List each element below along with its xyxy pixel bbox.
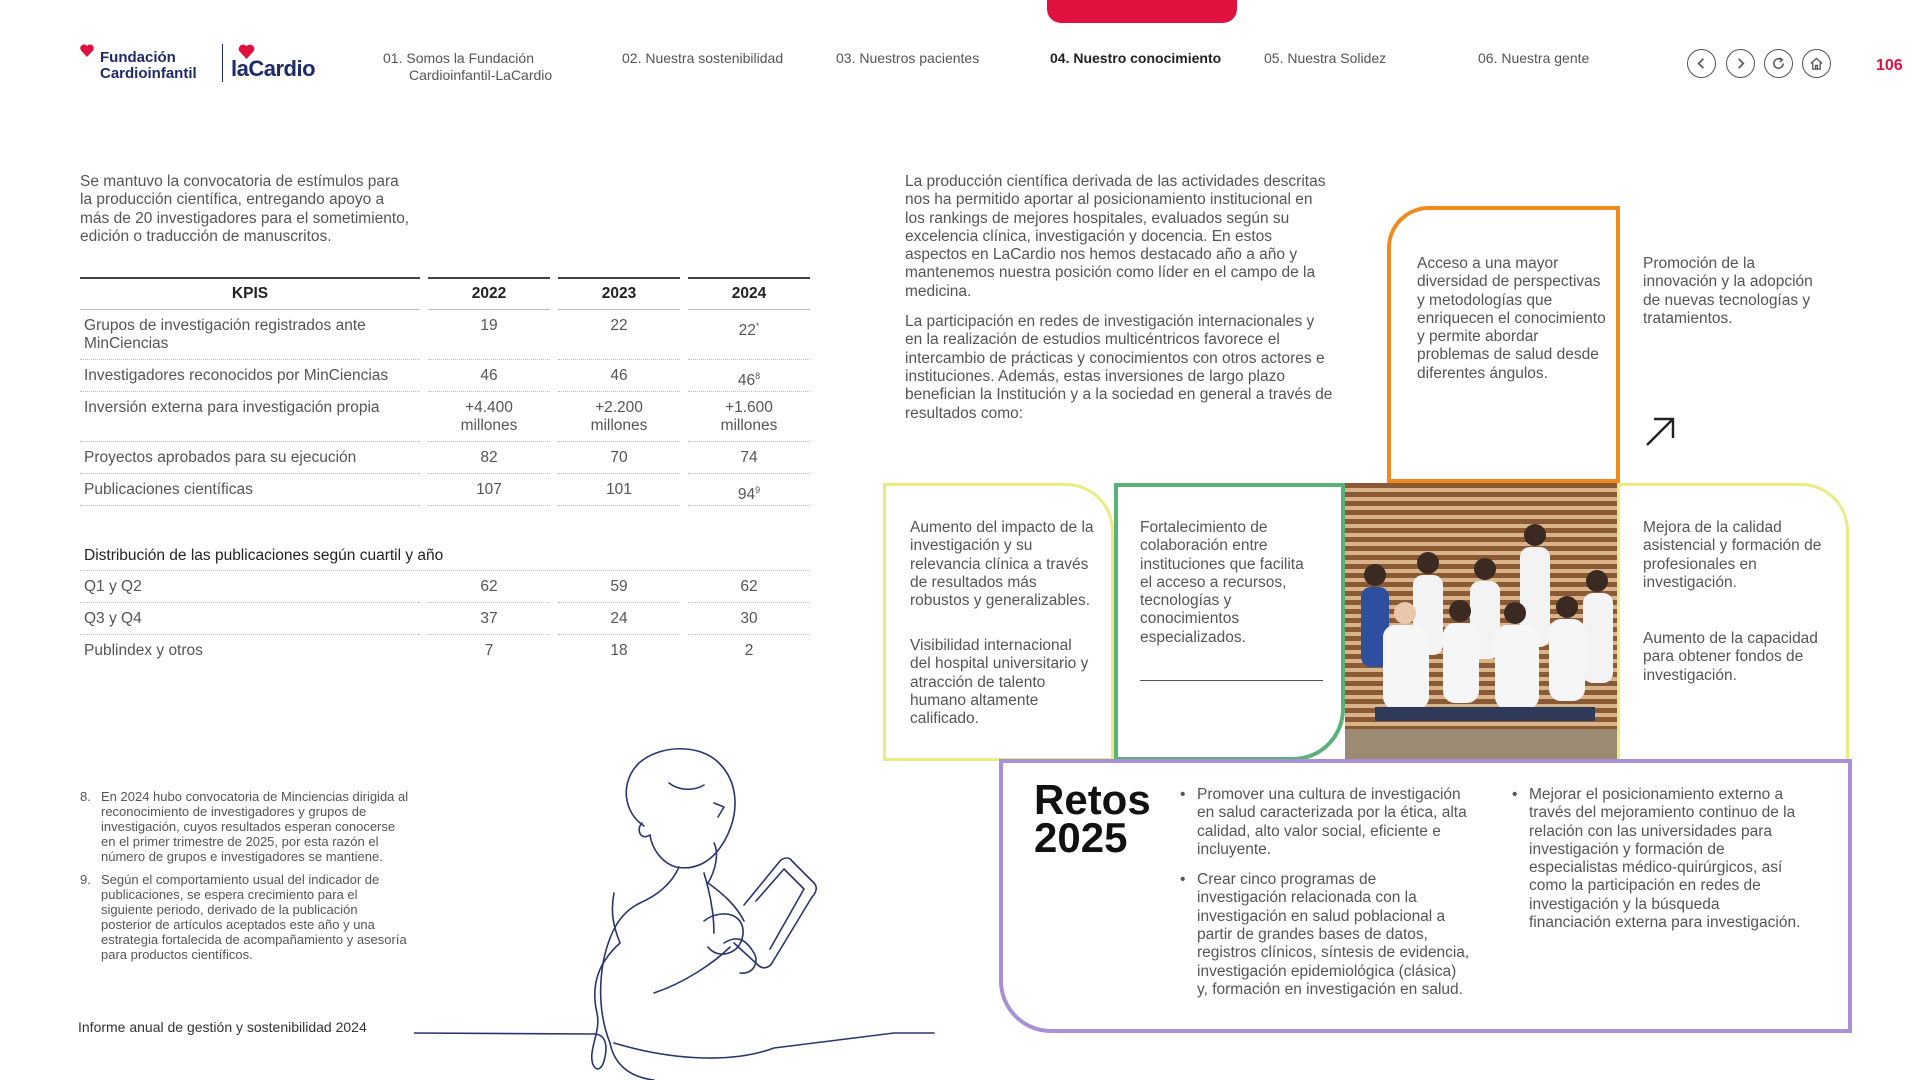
table-row — [80, 635, 810, 667]
row-label: Inversión externa para investigación propia — [80, 392, 420, 442]
list-item: • Crear cinco programas de investigación relacionada con la investigación en salud poblacional a partir de grandes bases de datos, registros clínicos, síntesis de evidencia, investigación epidemiológica (clásica) y, formación en investigación en salud. — [1180, 871, 1470, 999]
refresh-icon — [1771, 56, 1786, 71]
cell-value: 46 — [737, 372, 756, 390]
cell-2023: 70 — [558, 442, 680, 474]
orange-box-text: Acceso a una mayor diversidad de perspectivas y metodologías que enriquecen el conocimiento y permite abordar problemas de salud desde diferentes ángulos. — [1417, 255, 1606, 382]
nav-label-line2: Cardioinfantil-LaCardio — [409, 67, 553, 83]
table-row — [80, 392, 810, 442]
cell-2023: 46 — [558, 360, 680, 392]
report-footer: Informe anual de gestión y sostenibilidad 2024 — [78, 1019, 367, 1035]
cell-2023: 59 — [558, 571, 680, 603]
cell-2022: +4.400 millones — [428, 392, 550, 442]
team-photo — [1345, 483, 1617, 759]
nav-number: 06. — [1478, 50, 1498, 66]
retos-title — [1034, 776, 1151, 861]
cell-value: 22 — [738, 322, 756, 340]
logo-divider — [222, 44, 223, 82]
cell-2024: 22* — [688, 310, 810, 360]
header-2022: 2022 — [428, 277, 550, 310]
divider-line — [1140, 680, 1323, 681]
chevron-left-icon — [1694, 56, 1709, 71]
retos-list-2 — [1512, 786, 1802, 944]
team-figures — [1345, 483, 1617, 759]
cell-2022: 107 — [428, 474, 550, 506]
cell-2022: 19 — [428, 310, 550, 360]
cell-2023: +2.200 millones — [558, 392, 680, 442]
page-number: 106 — [1876, 57, 1903, 74]
table-row — [80, 360, 810, 392]
nav-number: 01. — [383, 50, 403, 66]
footnote-text: En 2024 hubo convocatoria de Minciencias dirigida al reconocimiento de investigadores y grupos de investigación, cuyos resultados esperan conocerse en el primer trimestre de 2025, por esta razón el número de grupos e investigadores se mantiene. — [101, 789, 409, 864]
retos-list-1 — [1180, 786, 1470, 1011]
list-item: • Promover una cultura de investigación en salud caracterizada por la ética, alta calidad, alto valor social, eficiente e incluyente. — [1180, 786, 1470, 859]
table-row — [80, 310, 810, 360]
table-row — [80, 474, 810, 506]
row-label: Proyectos aprobados para su ejecución — [80, 442, 420, 474]
cell-2024 — [688, 474, 810, 506]
cell-2024: 2 — [744, 642, 754, 659]
footnote-ref: 9 — [755, 485, 761, 495]
cell-value: 94 — [737, 486, 756, 504]
retos-title-line2: 2025 — [1034, 814, 1128, 861]
footnotes — [80, 789, 410, 970]
cell-2023: 24 — [558, 603, 680, 635]
footnote-8 — [80, 789, 410, 864]
nav-label: Nuestro conocimiento — [1073, 50, 1222, 66]
cell-2023: 101 — [558, 474, 680, 506]
logo-lacardio: laCardio — [231, 56, 316, 81]
nav-number: 04. — [1050, 50, 1070, 66]
retos-title-line1: Retos — [1034, 776, 1151, 823]
kpi-table — [80, 277, 810, 667]
intro-paragraph-1: La producción científica derivada de las actividades descritas nos ha permitido aportar al posicionamiento institucional en los rankings de mejores hospitales, evaluados según su excelencia clínica, investigación y docencia. En estos aspectos en LaCardio nos hemos destacado año a año y mantenemos nuestra posición como líder en el campo de la medicina. — [905, 173, 1326, 300]
header-2023: 2023 — [558, 277, 680, 310]
row-label: Publindex y otros — [84, 642, 203, 659]
cell-2022: 37 — [428, 603, 550, 635]
table-subheader-row — [80, 535, 810, 571]
nav-item-02[interactable] — [622, 50, 783, 67]
row-label: Investigadores reconocidos por MinCiencias — [80, 360, 420, 392]
cell-2022: 82 — [428, 442, 550, 474]
nav-number: 03. — [836, 50, 856, 66]
yellow-right-text-2: Aumento de la capacidad para obtener fondos de investigación. — [1643, 630, 1818, 684]
nav-item-01[interactable] — [383, 50, 552, 84]
prev-page-button[interactable] — [1687, 49, 1716, 78]
next-page-button[interactable] — [1726, 49, 1755, 78]
row-label: Publicaciones científicas — [80, 474, 420, 506]
header-kpis: KPIS — [80, 277, 420, 310]
row-label: Q1 y Q2 — [80, 571, 420, 603]
cell-2023: 18 — [610, 642, 628, 659]
cell-2022: 46 — [428, 360, 550, 392]
logo-fundacion: Fundación Cardioinfantil — [100, 49, 197, 82]
intro-paragraph-2: La participación en redes de investigación internacionales y en la realización de estudios multicéntricos favorece el intercambio de prácticas y conocimientos con otros actores e instituciones. Además, estas inversiones de largo plazo benefician la Institución y a la sociedad en general a través de resultados como: — [905, 313, 1333, 422]
nav-label: Nuestra gente — [1501, 50, 1590, 66]
nav-item-04[interactable] — [1050, 50, 1221, 67]
cell-2024: 30 — [688, 603, 810, 635]
table-row — [80, 603, 810, 635]
subheader-label: Distribución de las publicaciones según cuartil y año — [80, 535, 810, 571]
nav-item-05[interactable] — [1264, 50, 1386, 67]
cell-2024: 62 — [688, 571, 810, 603]
intro-right-text — [905, 173, 1335, 435]
table-row — [80, 442, 810, 474]
arrow-up-right-icon — [1644, 416, 1676, 448]
nav-label: Nuestros pacientes — [859, 50, 980, 66]
table-header-row — [80, 277, 810, 310]
promotion-text: Promoción de la innovación y la adopción de nuevas tecnologías y tratamientos. — [1643, 255, 1813, 327]
list-item: • Mejorar el posicionamiento externo a través del mejoramiento continuo de la relación con las universidades para investigación y formación de especialistas médico-quirúrgicos, así como la participación en redes de investigación y la búsqueda financiación externa para investigación. — [1512, 786, 1802, 932]
yellow-left-text-1: Aumento del impacto de la investigación y su relevancia clínica a través de resultados más robustos y generalizables. — [910, 519, 1094, 610]
header-2024: 2024 — [688, 277, 810, 310]
row-label: Q3 y Q4 — [80, 603, 420, 635]
nav-label: Nuestra Solidez — [1287, 50, 1387, 66]
yellow-right-text-1: Mejora de la calidad asistencial y formación de profesionales en investigación. — [1643, 519, 1822, 591]
row-label: Grupos de investigación registrados ante MinCiencias — [80, 310, 420, 360]
footnote-number: 9. — [80, 872, 91, 887]
footnote-ref: 8 — [755, 371, 761, 381]
nav-item-03[interactable] — [836, 50, 979, 67]
nav-number: 05. — [1264, 50, 1284, 66]
yellow-left-text-2: Visibilidad internacional del hospital universitario y atracción de talento humano altamente calificado. — [910, 637, 1089, 728]
home-icon — [1809, 56, 1824, 71]
footnote-9 — [80, 872, 410, 962]
footnote-text: Según el comportamiento usual del indicador de publicaciones, se espera crecimiento para el siguiente periodo, derivado de la publicación posterior de artículos aceptados este año y una estrategia fortalecida de acompañamiento y asesoría para productos científicos. — [101, 872, 407, 962]
heart-icon — [80, 44, 94, 57]
top-tab-marker — [1047, 0, 1237, 23]
nav-number: 02. — [622, 50, 642, 66]
cell-2022: 7 — [484, 642, 494, 659]
cell-2024 — [688, 360, 810, 392]
nav-label: Nuestra sostenibilidad — [645, 50, 784, 66]
home-button[interactable] — [1802, 49, 1831, 78]
cell-2023: 22 — [558, 310, 680, 360]
chevron-right-icon — [1733, 56, 1748, 71]
nav-label: Somos la Fundación — [406, 50, 534, 66]
refresh-button[interactable] — [1764, 49, 1793, 78]
cell-2024: 74 — [688, 442, 810, 474]
nav-item-06[interactable] — [1478, 50, 1589, 67]
table-row — [80, 571, 810, 603]
cell-2022: 62 — [428, 571, 550, 603]
green-box-text: Fortalecimiento de colaboración entre instituciones que facilita el acceso a recursos, tecnologías y conocimientos especializados. — [1140, 519, 1304, 646]
intro-left-text: Se mantuvo la convocatoria de estímulos para la producción científica, entregando apoyo a más de 20 investigadores para el sometimiento, edición o traducción de manuscritos. — [80, 173, 410, 245]
footnote-number: 8. — [80, 789, 91, 804]
cell-2024: +1.600 millones — [688, 392, 810, 442]
